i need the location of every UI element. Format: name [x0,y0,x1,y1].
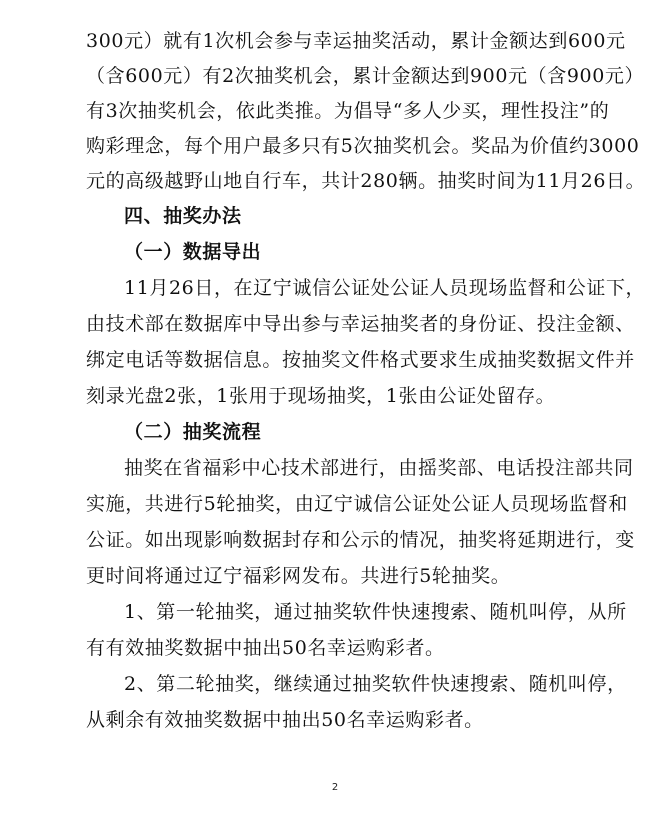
body-line-5: 元的高级越野山地自行车，共计280辆。抽奖时间为11月26日。 [86,170,646,192]
subsection-heading-data-export: （一）数据导出 [124,241,262,263]
subsection-heading-lottery-process: （二）抽奖流程 [124,421,262,443]
body-line-13: 抽奖在省福彩中心技术部进行，由摇奖部、电话投注部共同 [124,457,634,479]
body-line-11: 刻录光盘2张，1张用于现场抽奖，1张由公证处留存。 [86,385,556,407]
body-line-8: 11月26日，在辽宁诚信公证处公证人员现场监督和公证下， [124,277,646,299]
body-line-10: 绑定电话等数据信息。按抽奖文件格式要求生成抽奖数据文件并 [86,349,635,371]
body-line-15: 公证。如出现影响数据封存和公示的情况，抽奖将延期进行，变 [86,529,635,551]
body-line-4: 购彩理念，每个用户最多只有5次抽奖机会。奖品为价值约3000 [86,135,640,157]
body-line-20: 从剩余有效抽奖数据中抽出50名幸运购彩者。 [86,709,484,731]
body-line-19: 2、第二轮抽奖，继续通过抽奖软件快速搜索、随机叫停， [124,673,627,695]
body-line-17: 1、第一轮抽奖，通过抽奖软件快速搜索、随机叫停，从所 [124,601,627,623]
body-line-2: （含600元）有2次抽奖机会，累计金额达到900元（含900元） [86,65,645,87]
body-line-16: 更时间将通过辽宁福彩网发布。共进行5轮抽奖。 [86,565,511,587]
body-line-14: 实施，共进行5轮抽奖，由辽宁诚信公证处公证人员现场监督和 [86,493,628,515]
body-line-9: 由技术部在数据库中导出参与幸运抽奖者的身份证、投注金额、 [86,313,635,335]
body-line-18: 有有效抽奖数据中抽出50名幸运购彩者。 [86,637,445,659]
page-number: 2 [331,782,339,793]
section-heading: 四、抽奖办法 [124,205,242,227]
body-line-1: 300元）就有1次机会参与幸运抽奖活动，累计金额达到600元 [86,30,626,52]
body-line-3: 有3次抽奖机会，依此类推。为倡导“多人少买，理性投注”的 [86,100,610,122]
